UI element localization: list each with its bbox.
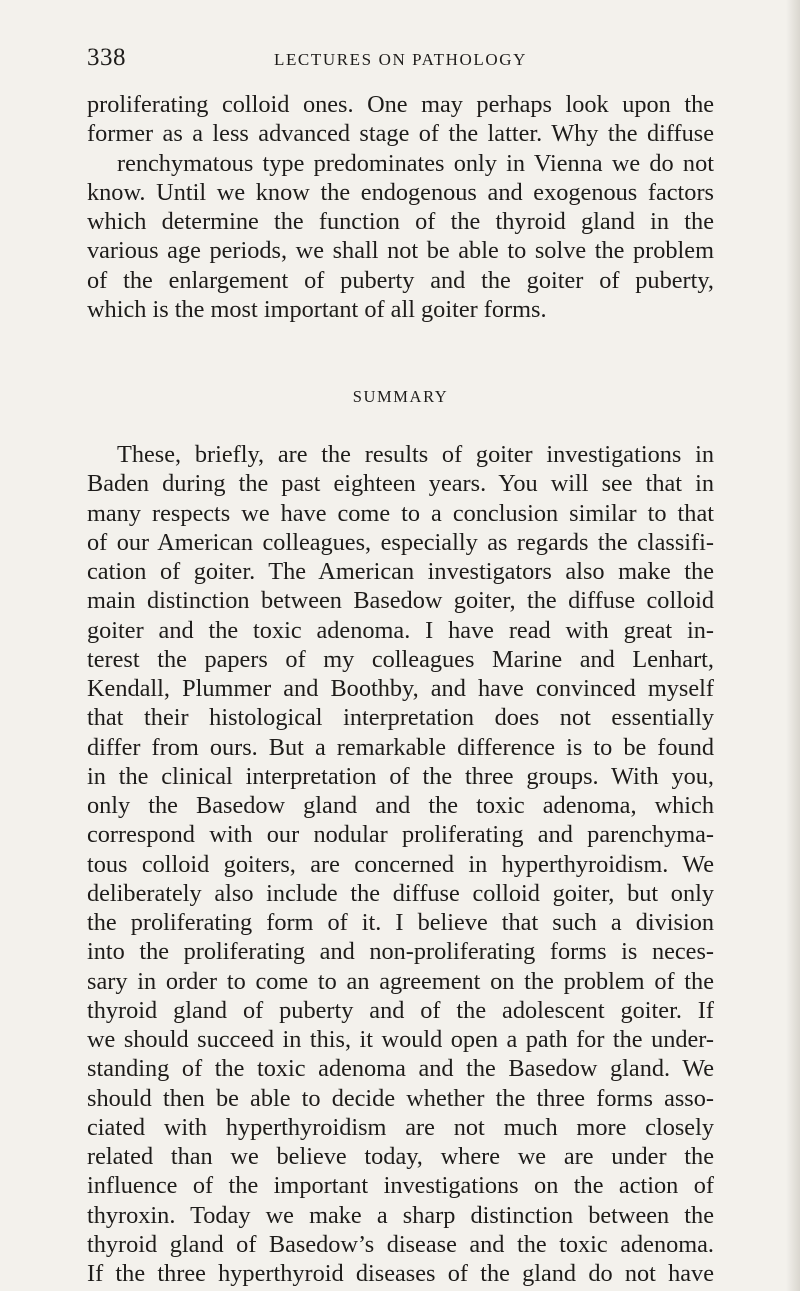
text-line: related than we believe today, where we are under the (87, 1143, 714, 1170)
text-line: into the proliferating and non-proliferating forms is neces- (87, 938, 714, 966)
text-line: thyroid gland of Basedow’s disease and the toxic adenoma. (87, 1230, 714, 1258)
paragraph (87, 440, 714, 1288)
text-line: we should succeed in this, it would open a path for the under- (87, 1026, 714, 1053)
text-line: main distinction between Basedow goiter, the diffuse colloid (87, 587, 714, 615)
text-line: goiter and the toxic adenoma. I have read with great in- (87, 616, 714, 644)
text-line: various age periods, we shall not be able to solve the problem (87, 237, 714, 265)
text-line: influence of the important investigations on the action of (87, 1172, 714, 1200)
text-line: only the Basedow gland and the toxic adenoma, which (87, 792, 714, 819)
page-edge-shadow (786, 0, 800, 1291)
running-head: LECTURES ON PATHOLOGY (273, 50, 528, 69)
text-line: tous colloid goiters, are concerned in hyperthyroidism. We (87, 850, 714, 878)
text-line: differ from ours. But a remarkable difference is to be found (87, 733, 714, 761)
text-line: should then be able to decide whether the three forms asso- (87, 1084, 714, 1112)
section-heading: SUMMARY (352, 387, 449, 406)
text-line: which is the most important of all goiter forms. (87, 295, 547, 323)
text-line: sary in order to come to an agreement on the problem of the (87, 967, 714, 995)
text-line: terest the papers of my colleagues Marine and Lenhart, (87, 645, 714, 673)
text-line: If the three hyperthyroid diseases of the gland do not have (87, 1260, 714, 1287)
text-line: that their histological interpretation does not essentially (87, 704, 714, 732)
text-line: standing of the toxic adenoma and the Basedow gland. We (87, 1055, 714, 1083)
text-line: know. Until we know the endogenous and exogenous factors (87, 178, 714, 206)
text-line: correspond with our nodular proliferating and parenchyma- (87, 821, 714, 849)
text-line: thyroid gland of puberty and of the adolescent goiter. If (87, 996, 714, 1024)
text-line: cation of goiter. The American investigators also make the (87, 558, 714, 585)
text-line: Kendall, Plummer and Boothby, and have convinced myself (87, 675, 714, 702)
text-line: These, briefly, are the results of goiter investigations in (117, 441, 714, 468)
text-line: renchymatous type predominates only in Vienna we do not (117, 149, 714, 177)
paragraph (87, 90, 714, 324)
text-line: of our American colleagues, especially as regards the classifi- (87, 528, 714, 556)
text-line: deliberately also include the diffuse colloid goiter, but only (87, 879, 714, 907)
text-line: thyroxin. Today we make a sharp distinction between the (87, 1201, 714, 1229)
text-line: many respects we have come to a conclusion similar to that (87, 499, 714, 527)
page-number: 338 (87, 44, 126, 71)
text-line: the proliferating form of it. I believe that such a division (87, 909, 714, 936)
page-header (87, 44, 714, 76)
text-line: ciated with hyperthyroidism are not much more closely (87, 1113, 714, 1141)
text-line: Baden during the past eighteen years. You will see that in (87, 470, 714, 498)
text-line: of the enlargement of puberty and the goiter of puberty, (87, 266, 714, 294)
text-line: proliferating colloid ones. One may perhaps look upon the (87, 91, 714, 118)
text-line: in the clinical interpretation of the three groups. With you, (87, 762, 714, 790)
text-line: former as a less advanced stage of the latter. Why the diffuse (87, 120, 714, 148)
text-line: which determine the function of the thyroid gland in the (87, 208, 714, 235)
body-text (87, 90, 714, 1288)
